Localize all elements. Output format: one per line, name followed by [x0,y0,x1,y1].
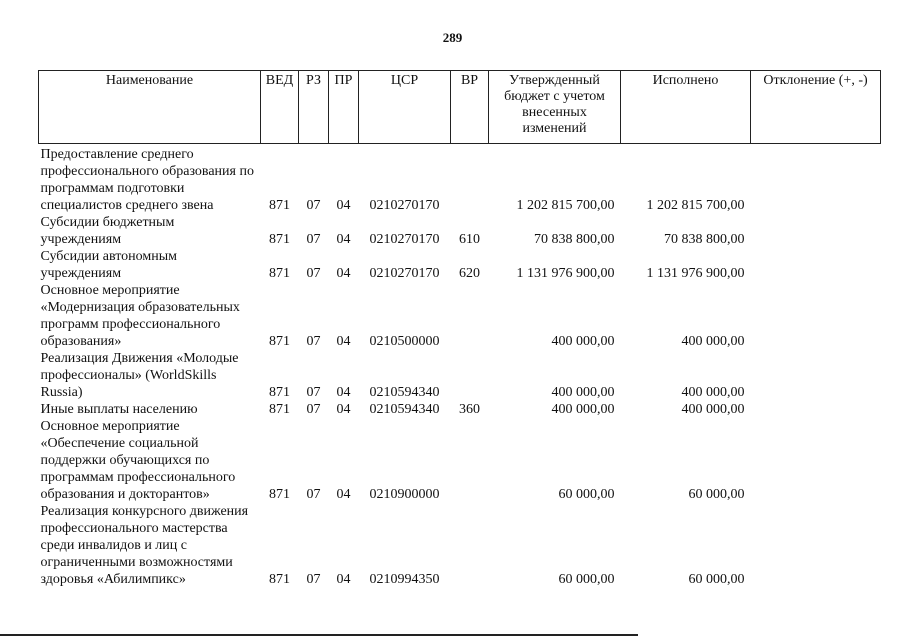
row-approved: 400 000,00 [551,402,615,417]
table-row [39,401,881,418]
row-csr: 0210900000 [369,487,440,502]
row-csr: 0210994350 [369,572,440,587]
row-name: Иные выплаты населению [40,402,198,417]
page-number: 289 [442,30,463,45]
row-executed: 1 202 815 700,00 [646,198,745,213]
row-name: Реализация конкурсного движения профессионального мастерства среди инвалидов и лиц с ограниченными возможностями здоровья «Абилимпикс» [40,504,249,587]
row-vr: 360 [459,402,480,417]
row-ved: 871 [269,232,290,247]
row-ved: 871 [269,402,290,417]
row-pr: 04 [336,487,351,502]
row-csr: 0210270170 [369,266,440,281]
row-name: Субсидии автономным учреждениям [40,249,177,281]
table-row [39,248,881,282]
row-pr: 04 [336,198,351,213]
row-pr: 04 [336,232,351,247]
row-csr: 0210270170 [369,232,440,247]
table-row [39,282,881,350]
header-deviation: Отклонение (+, -) [751,71,881,144]
row-rz: 07 [306,402,321,417]
row-approved: 1 131 976 900,00 [516,266,615,281]
row-approved: 1 202 815 700,00 [516,198,615,213]
row-csr: 0210594340 [369,402,440,417]
row-vr [451,418,489,503]
row-ved: 871 [269,385,290,400]
header-pr: ПР [329,71,359,144]
row-executed: 400 000,00 [681,402,745,417]
header-executed: Исполнено [621,71,751,144]
table-header-row [39,71,881,144]
row-deviation [751,350,881,401]
row-executed: 400 000,00 [681,385,745,400]
row-pr: 04 [336,572,351,587]
row-deviation [751,503,881,588]
row-name: Основное мероприятие «Модернизация образовательных программ профессионального образования» [40,283,240,349]
table-row [39,418,881,503]
row-deviation [751,401,881,418]
row-ved: 871 [269,198,290,213]
table-row [39,214,881,248]
row-approved: 400 000,00 [551,334,615,349]
header-rz: РЗ [299,71,329,144]
row-csr: 0210594340 [369,385,440,400]
row-vr: 620 [459,266,480,281]
row-executed: 1 131 976 900,00 [646,266,745,281]
row-pr: 04 [336,385,351,400]
row-approved: 400 000,00 [551,385,615,400]
row-rz: 07 [306,487,321,502]
row-ved: 871 [269,487,290,502]
row-deviation [751,214,881,248]
row-approved: 60 000,00 [558,572,615,587]
row-ved: 871 [269,266,290,281]
row-deviation [751,144,881,215]
budget-table [38,70,881,588]
row-approved: 60 000,00 [558,487,615,502]
row-deviation [751,282,881,350]
row-ved: 871 [269,334,290,349]
row-name: Субсидии бюджетным учреждениям [40,215,175,247]
row-deviation [751,248,881,282]
header-name: Наименование [39,71,261,144]
row-rz: 07 [306,198,321,213]
bottom-rule [0,634,638,636]
row-executed: 60 000,00 [688,487,745,502]
header-ved: ВЕД [261,71,299,144]
header-vr: ВР [451,71,489,144]
table-row [39,503,881,588]
row-name: Основное мероприятие «Обеспечение социальной поддержки обучающихся по программам профессионального образования и докторантов» [40,419,236,502]
row-csr: 0210500000 [369,334,440,349]
row-pr: 04 [336,402,351,417]
row-rz: 07 [306,572,321,587]
row-executed: 400 000,00 [681,334,745,349]
row-vr [451,282,489,350]
row-pr: 04 [336,266,351,281]
row-ved: 871 [269,572,290,587]
row-executed: 60 000,00 [688,572,745,587]
row-rz: 07 [306,334,321,349]
row-name: Предоставление среднего профессионального образования по программам подготовки специалистов среднего звена [40,147,254,213]
header-approved: Утвержденный бюджет с учетом внесенных изменений [489,71,621,144]
table-row [39,350,881,401]
row-csr: 0210270170 [369,198,440,213]
row-rz: 07 [306,232,321,247]
row-executed: 70 838 800,00 [664,232,745,247]
table-row [39,144,881,215]
row-vr [451,503,489,588]
row-rz: 07 [306,266,321,281]
row-approved: 70 838 800,00 [534,232,615,247]
header-csr: ЦСР [359,71,451,144]
row-vr: 610 [459,232,480,247]
row-deviation [751,418,881,503]
row-vr [451,144,489,215]
row-vr [451,350,489,401]
row-name: Реализация Движения «Молодые профессионалы» (WorldSkills Russia) [40,351,239,400]
row-pr: 04 [336,334,351,349]
row-rz: 07 [306,385,321,400]
